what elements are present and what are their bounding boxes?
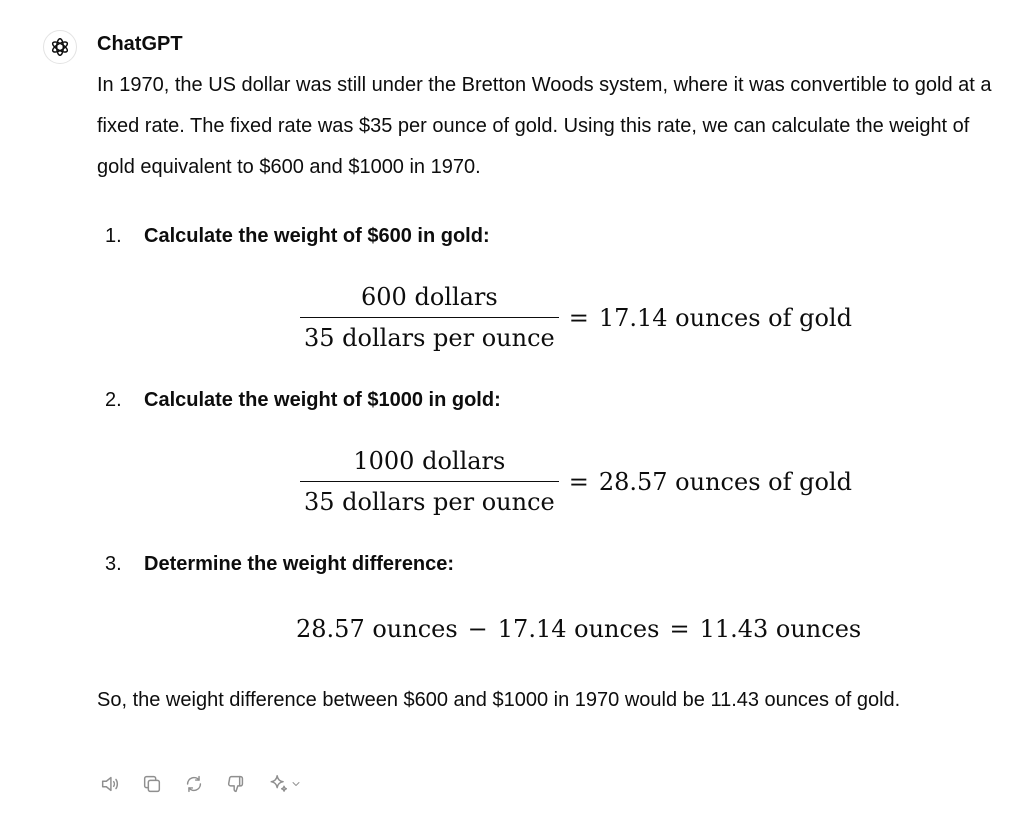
equation-2 <box>300 447 852 516</box>
numerator: 600 dollars <box>361 283 498 311</box>
step-title: Determine the weight difference: <box>144 553 455 575</box>
thumbs-down-icon <box>225 773 247 795</box>
step-1 <box>105 225 490 248</box>
copy-button[interactable] <box>139 771 165 797</box>
equation-term: 28.57 ounces <box>296 615 458 643</box>
speaker-icon <box>99 773 121 795</box>
equals-sign: = <box>669 615 690 643</box>
change-model-button[interactable] <box>265 771 305 797</box>
step-title: Calculate the weight of $1000 in gold: <box>144 389 501 411</box>
refresh-icon <box>183 773 205 795</box>
equation-result: 11.43 ounces <box>699 615 862 643</box>
bad-response-button[interactable] <box>223 771 249 797</box>
step-title: Calculate the weight of $600 in gold: <box>144 225 490 247</box>
regenerate-button[interactable] <box>181 771 207 797</box>
minus-sign: − <box>467 615 488 643</box>
denominator: 35 dollars per ounce <box>300 481 559 516</box>
numerator: 1000 dollars <box>353 447 506 475</box>
step-3 <box>105 553 454 576</box>
read-aloud-button[interactable] <box>97 771 123 797</box>
equation-3 <box>296 615 861 643</box>
avatar <box>43 30 77 64</box>
fraction <box>300 283 559 352</box>
equation-term: 17.14 ounces <box>497 615 660 643</box>
conclusion-paragraph: So, the weight difference between $600 and $1000 in 1970 would be 11.43 ounces of gold. <box>97 689 901 711</box>
copy-icon <box>141 773 163 795</box>
intro-paragraph: In 1970, the US dollar was still under the Bretton Woods system, where it was convertible to gold at a fixed rate. The fixed rate was $35 per ounce of gold. Using this rate, we can calculate the weight of gold equivalent to $600 and $1000 in 1970. <box>97 74 992 178</box>
chevron-down-icon <box>290 778 302 790</box>
equals-sign: = <box>568 467 589 496</box>
equation-result: 28.57 ounces of gold <box>598 467 852 496</box>
equation-result: 17.14 ounces of gold <box>598 303 852 332</box>
step-number: 2. <box>105 389 122 411</box>
step-number: 3. <box>105 553 122 575</box>
message-actions <box>97 771 305 797</box>
equation-1 <box>300 283 852 352</box>
equals-sign: = <box>568 303 589 332</box>
denominator: 35 dollars per ounce <box>300 317 559 352</box>
step-number: 1. <box>105 225 122 247</box>
openai-logo-icon <box>49 36 71 58</box>
step-2 <box>105 389 501 412</box>
author-name: ChatGPT <box>97 33 183 55</box>
sparkle-icon <box>268 773 290 795</box>
fraction <box>300 447 559 516</box>
